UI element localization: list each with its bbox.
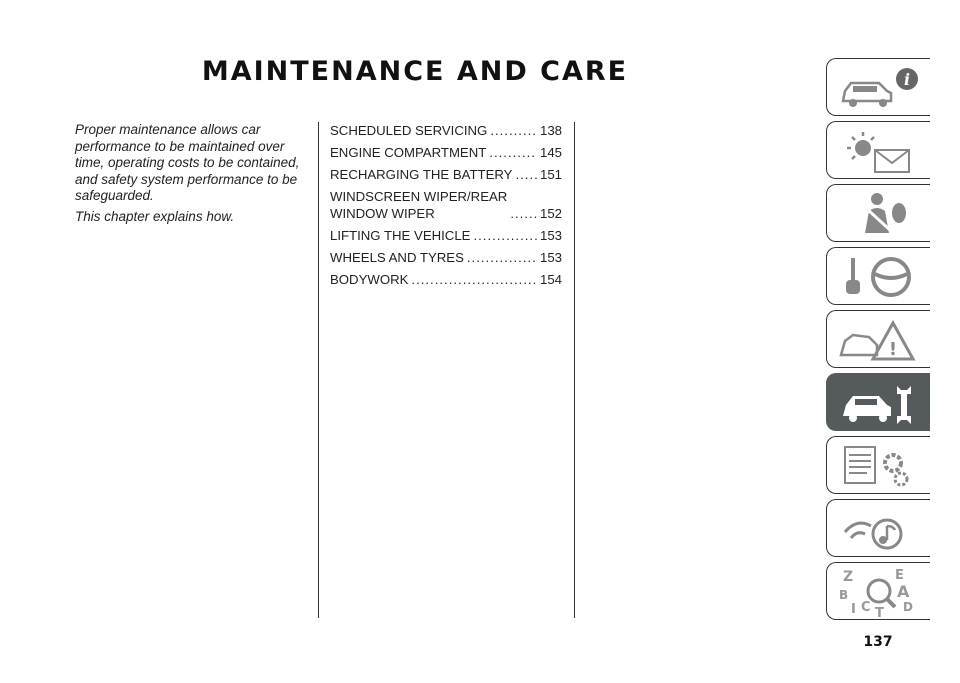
index-letter: C bbox=[861, 600, 871, 615]
car-accident-warning-icon bbox=[837, 315, 921, 365]
svg-text:i: i bbox=[903, 70, 911, 89]
toc-page: 152 bbox=[539, 206, 562, 221]
toc-entry-engine-compartment[interactable] bbox=[330, 144, 562, 161]
index-letter: D bbox=[903, 600, 913, 614]
toc-leader bbox=[489, 144, 537, 161]
toc-label-line: WINDSCREEN WIPER/REAR bbox=[330, 189, 508, 204]
toc-entry-wheels-tyres[interactable] bbox=[330, 249, 562, 266]
toc-page: 154 bbox=[539, 272, 562, 287]
toc-entry-recharging-battery[interactable] bbox=[330, 166, 562, 183]
toc-label-line: WINDOW WIPER bbox=[330, 206, 435, 221]
toc-page: 145 bbox=[539, 145, 562, 160]
toc-label: BODYWORK bbox=[330, 272, 409, 287]
column-divider bbox=[318, 122, 319, 618]
seatbelt-airbag-icon bbox=[837, 189, 921, 239]
index-letter: A bbox=[897, 582, 910, 601]
toc-leader bbox=[411, 271, 537, 288]
chapter-title: MAINTENANCE AND CARE bbox=[201, 56, 629, 87]
intro-paragraph: Proper maintenance allows car performance to be maintained over time, operating costs to be contained, and safety system performance to be safeguarded. bbox=[75, 122, 300, 203]
tab-starting-driving[interactable] bbox=[826, 247, 930, 305]
tab-car-info[interactable] bbox=[826, 58, 930, 116]
toc-leader bbox=[515, 166, 537, 183]
toc-label: ENGINE COMPARTMENT bbox=[330, 145, 487, 160]
tab-safety[interactable] bbox=[826, 184, 930, 242]
column-divider bbox=[574, 122, 575, 618]
tab-warning-lights[interactable] bbox=[826, 121, 930, 179]
tab-maintenance-care[interactable] bbox=[826, 373, 930, 431]
toc-leader bbox=[510, 205, 537, 222]
toc-page: 151 bbox=[539, 167, 562, 182]
toc-label: LIFTING THE VEHICLE bbox=[330, 228, 471, 243]
index-letter: Z bbox=[843, 569, 854, 585]
key-steering-wheel-icon bbox=[837, 252, 921, 302]
car-wrench-icon bbox=[837, 378, 921, 428]
intro-text bbox=[75, 122, 305, 229]
index-letter: I bbox=[851, 602, 856, 617]
table-of-contents bbox=[330, 122, 562, 293]
toc-leader bbox=[467, 249, 537, 266]
intro-paragraph: This chapter explains how. bbox=[75, 208, 235, 224]
toc-page: 153 bbox=[539, 228, 562, 243]
index-letter: E bbox=[895, 568, 904, 583]
toc-label-multiline bbox=[330, 188, 507, 222]
tab-emergency[interactable] bbox=[826, 310, 930, 368]
toc-page: 138 bbox=[539, 123, 562, 138]
toc-entry-bodywork[interactable] bbox=[330, 271, 562, 288]
tab-multimedia[interactable] bbox=[826, 499, 930, 557]
toc-label: RECHARGING THE BATTERY bbox=[330, 167, 513, 182]
toc-label: SCHEDULED SERVICING bbox=[330, 123, 488, 138]
multimedia-music-icon bbox=[837, 504, 921, 554]
tab-technical-specs[interactable] bbox=[826, 436, 930, 494]
toc-entry-windscreen-wiper[interactable] bbox=[330, 188, 562, 222]
specs-gear-icon bbox=[837, 441, 921, 491]
page-number: 137 bbox=[863, 634, 893, 650]
toc-leader bbox=[490, 122, 537, 139]
svg-text:!: ! bbox=[888, 339, 898, 360]
toc-label: WHEELS AND TYRES bbox=[330, 250, 464, 265]
warning-light-message-icon bbox=[837, 126, 921, 176]
toc-leader bbox=[473, 227, 537, 244]
toc-entry-lifting-vehicle[interactable] bbox=[330, 227, 562, 244]
toc-entry-scheduled-servicing[interactable] bbox=[330, 122, 562, 139]
toc-page: 153 bbox=[539, 250, 562, 265]
index-letter: B bbox=[839, 588, 849, 602]
tab-index[interactable] bbox=[826, 562, 930, 620]
index-letter: T bbox=[875, 606, 884, 617]
alphabetical-index-icon bbox=[837, 567, 921, 617]
car-info-icon bbox=[837, 63, 921, 113]
